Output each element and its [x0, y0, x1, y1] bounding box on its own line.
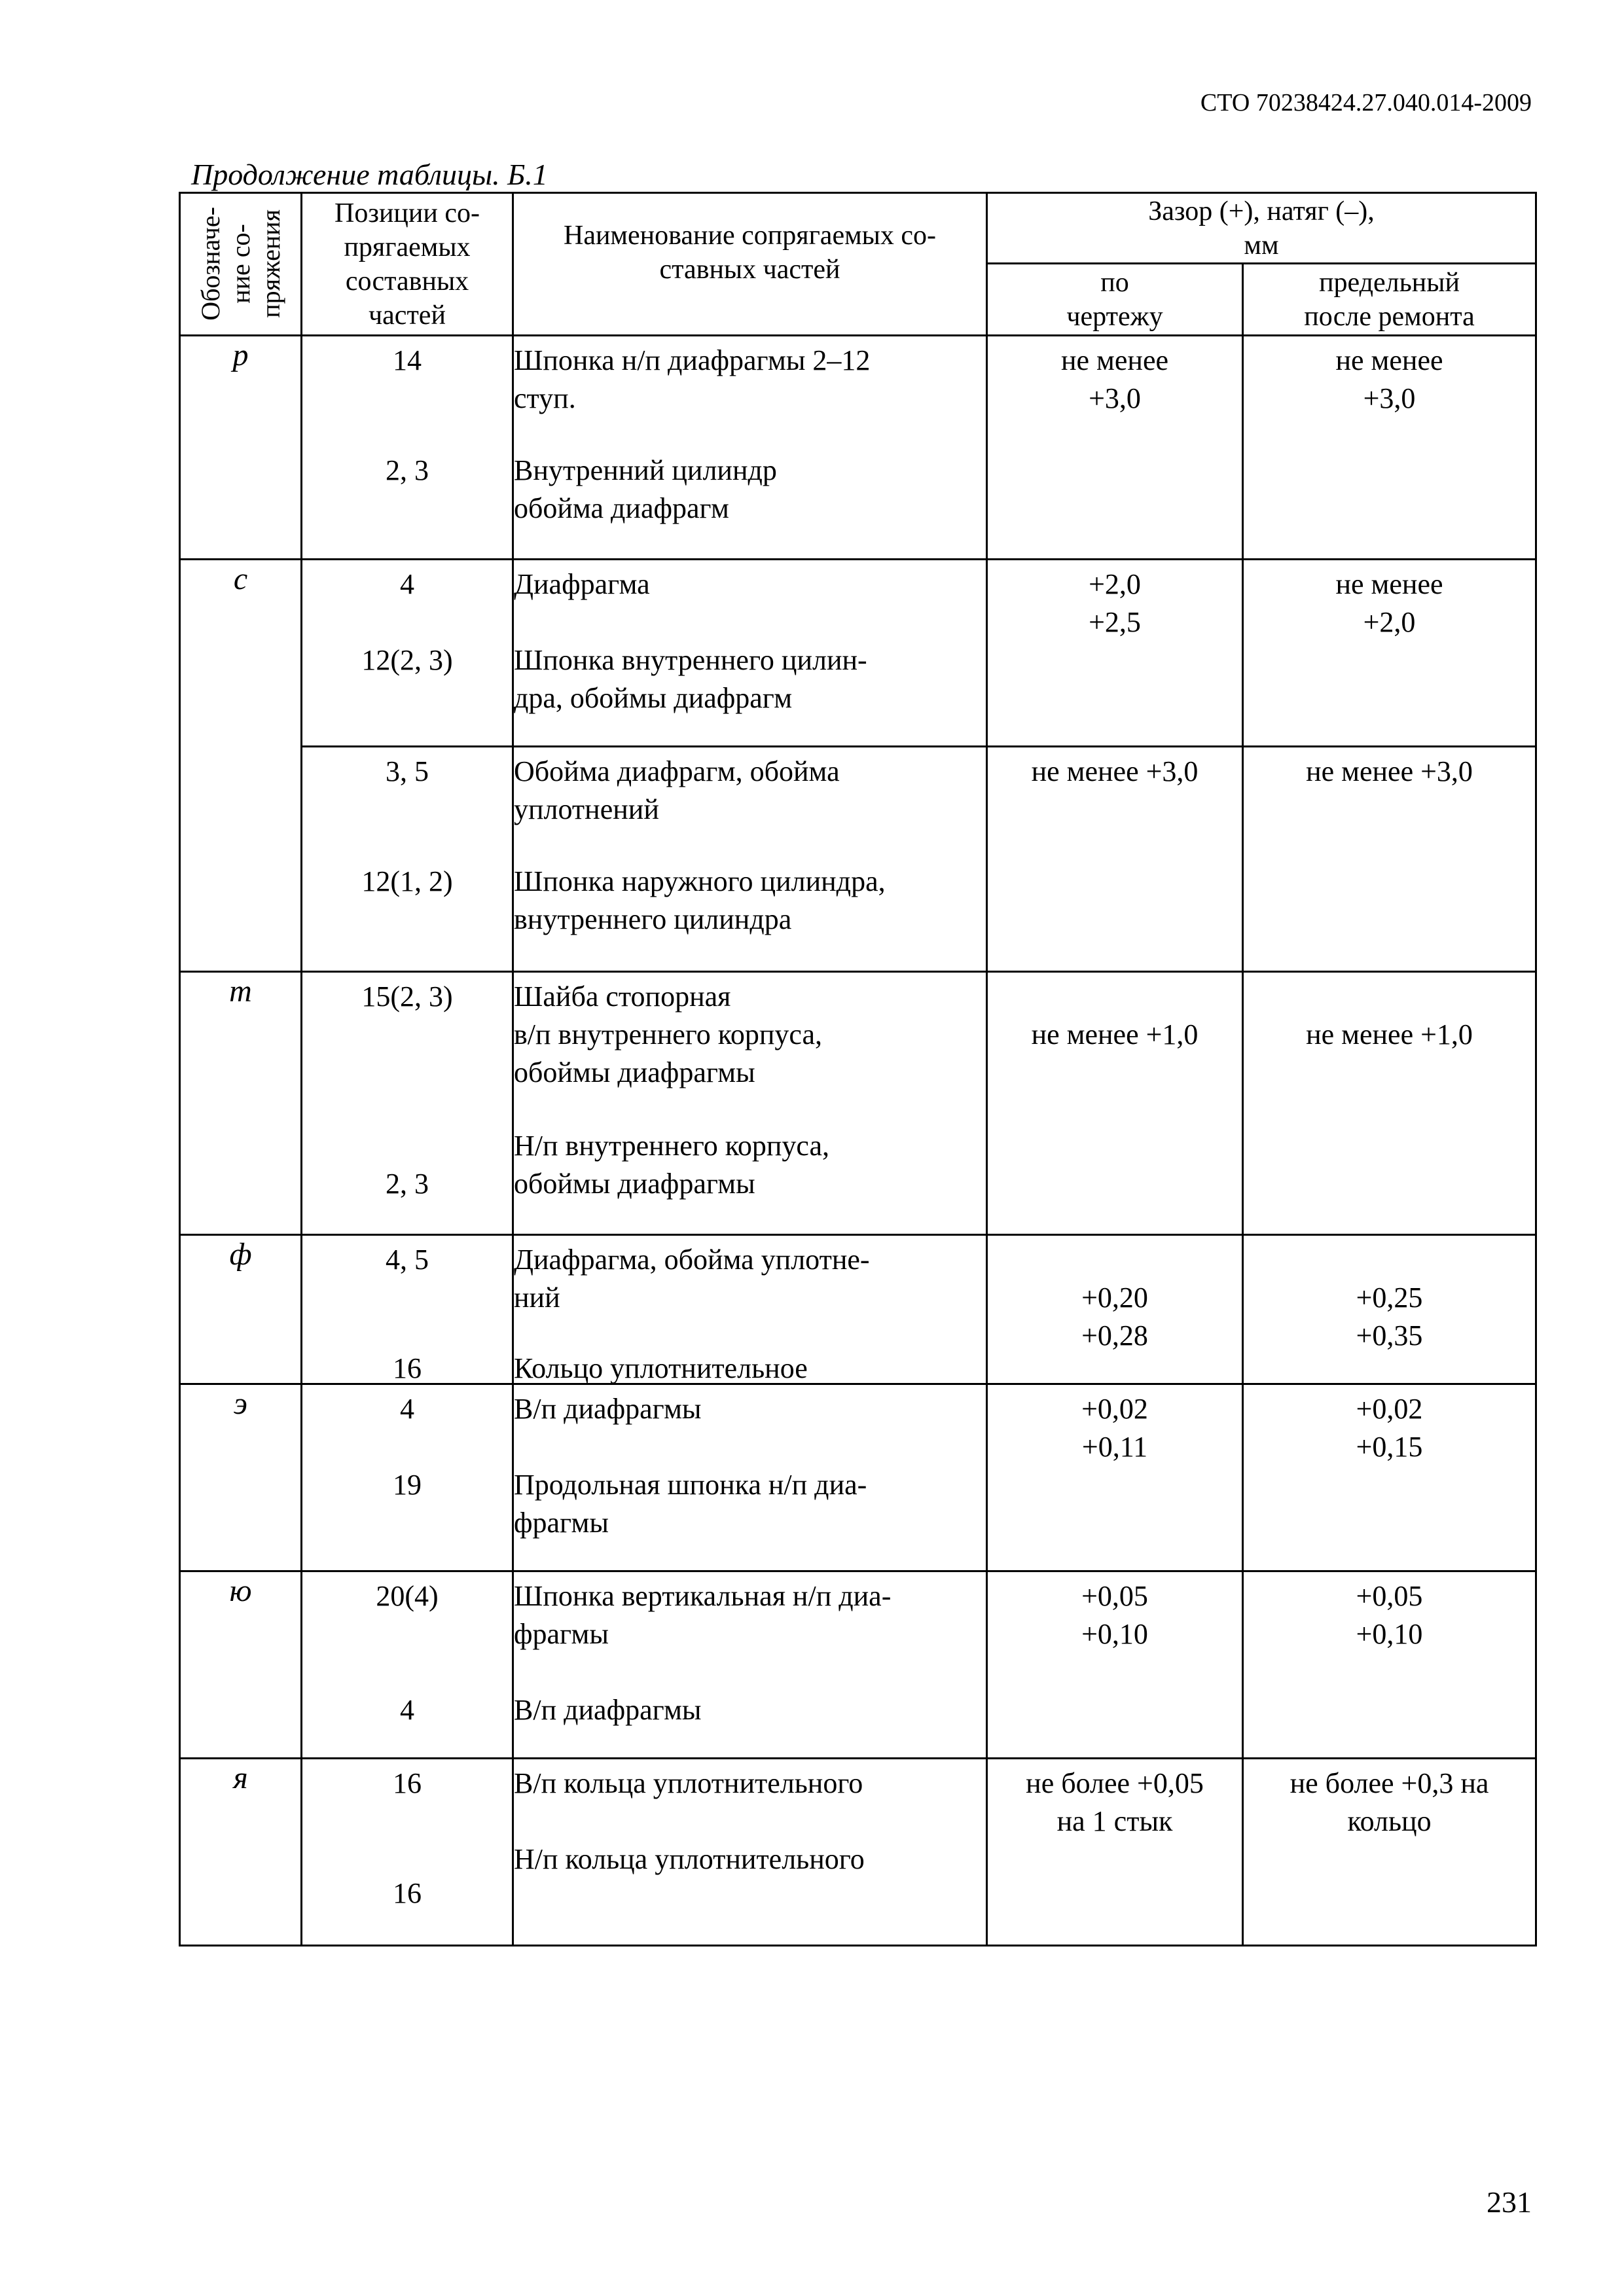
name-line: Диафрагма	[514, 568, 650, 600]
header-designation-line: ние со-	[225, 224, 255, 304]
name-line: в/п внутреннего корпуса,	[514, 1018, 823, 1050]
positions-cell	[302, 747, 513, 972]
name-line: Внутренний цилиндр	[514, 454, 777, 486]
header-part-names: Наименование сопрягаемых со- ставных частей	[513, 193, 987, 336]
limit-line: не менее +3,0	[1306, 755, 1473, 787]
name-line: уплотнений	[514, 793, 659, 825]
name-line: фрагмы	[514, 1507, 609, 1539]
joint-designation: э	[180, 1384, 302, 1571]
name-line: В/п диафрагмы	[514, 1393, 702, 1425]
positions-cell	[302, 560, 513, 747]
clearance-limit-cell	[1243, 336, 1536, 560]
part-names-cell	[513, 1571, 987, 1759]
mating-parts-table	[179, 192, 1537, 1946]
clearance-by-drawing-cell	[987, 1759, 1243, 1946]
joint-designation: ф	[180, 1235, 302, 1384]
part-names-cell	[513, 1235, 987, 1384]
pos-line: 4, 5	[386, 1244, 429, 1276]
name-line: Шайба стопорная	[514, 980, 731, 1013]
pos-line: 2, 3	[386, 1168, 429, 1200]
header-designation-line: пряжения	[255, 209, 285, 318]
name-line: ступ.	[514, 382, 576, 414]
positions-cell	[302, 972, 513, 1235]
part-names-cell	[513, 972, 987, 1235]
clearance-limit-cell	[1243, 747, 1536, 972]
header-clearance-interference: Зазор (+), натяг (–), мм	[987, 193, 1536, 264]
header-limit-after-repair: предельный после ремонта	[1243, 264, 1536, 336]
joint-designation: т	[180, 972, 302, 1235]
positions-cell	[302, 336, 513, 560]
positions-cell	[302, 1235, 513, 1384]
pos-line: 4	[400, 1694, 414, 1726]
name-line: В/п диафрагмы	[514, 1694, 702, 1726]
positions-cell	[302, 1759, 513, 1946]
pos-line: 12(1, 2)	[361, 865, 453, 897]
limit-line: +0,10	[1356, 1618, 1423, 1650]
header-positions: Позиции со- прягаемых составных частей	[302, 193, 513, 336]
draw-line: на 1 стык	[1056, 1805, 1173, 1837]
name-line: внутреннего цилиндра	[514, 903, 792, 935]
pos-line: 14	[393, 344, 422, 376]
name-line: Н/п внутреннего корпуса,	[514, 1130, 830, 1162]
part-names-cell	[513, 560, 987, 747]
limit-line: +0,25	[1356, 1282, 1423, 1314]
pos-line: 4	[400, 1393, 414, 1425]
clearance-by-drawing-cell	[987, 1571, 1243, 1759]
name-line: обоймы диафрагмы	[514, 1168, 755, 1200]
name-line: В/п кольца уплотнительного	[514, 1767, 863, 1799]
limit-line: не менее +1,0	[1306, 1018, 1473, 1050]
limit-line: +3,0	[1363, 382, 1416, 414]
pos-line: 15(2, 3)	[361, 980, 453, 1013]
draw-line: +0,02	[1081, 1393, 1148, 1425]
draw-line: +0,20	[1081, 1282, 1148, 1314]
pos-line: 2, 3	[386, 454, 429, 486]
name-line: Диафрагма, обойма уплотне-	[514, 1244, 870, 1276]
draw-line: +0,10	[1081, 1618, 1148, 1650]
name-line: Шпонка наружного цилиндра,	[514, 865, 886, 897]
pos-line: 19	[393, 1469, 422, 1501]
joint-designation: я	[180, 1759, 302, 1946]
joint-designation: р	[180, 336, 302, 560]
header-by-drawing: по чертежу	[987, 264, 1243, 336]
clearance-limit-cell	[1243, 972, 1536, 1235]
name-line: фрагмы	[514, 1618, 609, 1650]
clearance-limit-cell	[1243, 1759, 1536, 1946]
page-number: 231	[1487, 2185, 1532, 2219]
document-code: СТО 70238424.27.040.014-2009	[1200, 89, 1532, 117]
name-line: обоймы диафрагмы	[514, 1056, 755, 1088]
joint-designation: с	[180, 560, 302, 972]
header-designation-line: Обозначе-	[195, 207, 225, 321]
limit-line: +0,05	[1356, 1580, 1423, 1612]
draw-line: +0,11	[1081, 1431, 1148, 1463]
name-line: Кольцо уплотнительное	[514, 1352, 808, 1384]
draw-line: +2,0	[1089, 568, 1141, 600]
table-row	[180, 747, 1536, 972]
clearance-by-drawing-cell	[987, 1235, 1243, 1384]
clearance-limit-cell	[1243, 560, 1536, 747]
limit-line: +0,35	[1356, 1319, 1423, 1352]
draw-line: не менее	[1060, 344, 1169, 376]
table-row	[180, 336, 1536, 560]
clearance-by-drawing-cell	[987, 747, 1243, 972]
draw-line: не более +0,05	[1026, 1767, 1204, 1799]
draw-line: +0,28	[1081, 1319, 1148, 1352]
header-designation	[180, 193, 302, 336]
table-row	[180, 972, 1536, 1235]
limit-line: кольцо	[1347, 1805, 1432, 1837]
clearance-limit-cell	[1243, 1571, 1536, 1759]
name-line: ний	[514, 1282, 560, 1314]
clearance-by-drawing-cell	[987, 972, 1243, 1235]
clearance-limit-cell	[1243, 1235, 1536, 1384]
pos-line: 12(2, 3)	[361, 644, 453, 676]
limit-line: не менее	[1335, 344, 1443, 376]
pos-line: 4	[400, 568, 414, 600]
table-row	[180, 1384, 1536, 1571]
joint-designation: ю	[180, 1571, 302, 1759]
pos-line: 16	[393, 1877, 422, 1909]
name-line: дра, обоймы диафрагм	[514, 682, 793, 714]
draw-line: +3,0	[1089, 382, 1141, 414]
clearance-by-drawing-cell	[987, 336, 1243, 560]
part-names-cell	[513, 336, 987, 560]
draw-line: +0,05	[1081, 1580, 1148, 1612]
part-names-cell	[513, 747, 987, 972]
clearance-by-drawing-cell	[987, 1384, 1243, 1571]
pos-line: 3, 5	[386, 755, 429, 787]
name-line: Обойма диафрагм, обойма	[514, 755, 840, 787]
pos-line: 16	[393, 1767, 422, 1799]
name-line: Шпонка внутреннего цилин-	[514, 644, 867, 676]
draw-line: не менее +1,0	[1031, 1018, 1199, 1050]
table-row	[180, 1759, 1536, 1946]
name-line: Шпонка н/п диафрагмы 2–12	[514, 344, 871, 376]
table-row	[180, 560, 1536, 747]
limit-line: не менее	[1335, 568, 1443, 600]
part-names-cell	[513, 1384, 987, 1571]
table-row	[180, 1571, 1536, 1759]
positions-cell	[302, 1384, 513, 1571]
limit-line: не более +0,3 на	[1290, 1767, 1489, 1799]
draw-line: не менее +3,0	[1031, 755, 1199, 787]
limit-line: +2,0	[1363, 606, 1416, 638]
part-names-cell	[513, 1759, 987, 1946]
limit-line: +0,02	[1356, 1393, 1423, 1425]
table-row	[180, 1235, 1536, 1384]
name-line: Продольная шпонка н/п диа-	[514, 1469, 867, 1501]
positions-cell	[302, 1571, 513, 1759]
limit-line: +0,15	[1356, 1431, 1423, 1463]
name-line: Шпонка вертикальная н/п диа-	[514, 1580, 892, 1612]
clearance-by-drawing-cell	[987, 560, 1243, 747]
draw-line: +2,5	[1089, 606, 1141, 638]
table-caption: Продолжение таблицы. Б.1	[191, 158, 548, 191]
pos-line: 16	[393, 1352, 422, 1384]
name-line: обойма диафрагм	[514, 492, 729, 524]
clearance-limit-cell	[1243, 1384, 1536, 1571]
pos-line: 20(4)	[376, 1580, 439, 1612]
name-line: Н/п кольца уплотнительного	[514, 1843, 865, 1875]
